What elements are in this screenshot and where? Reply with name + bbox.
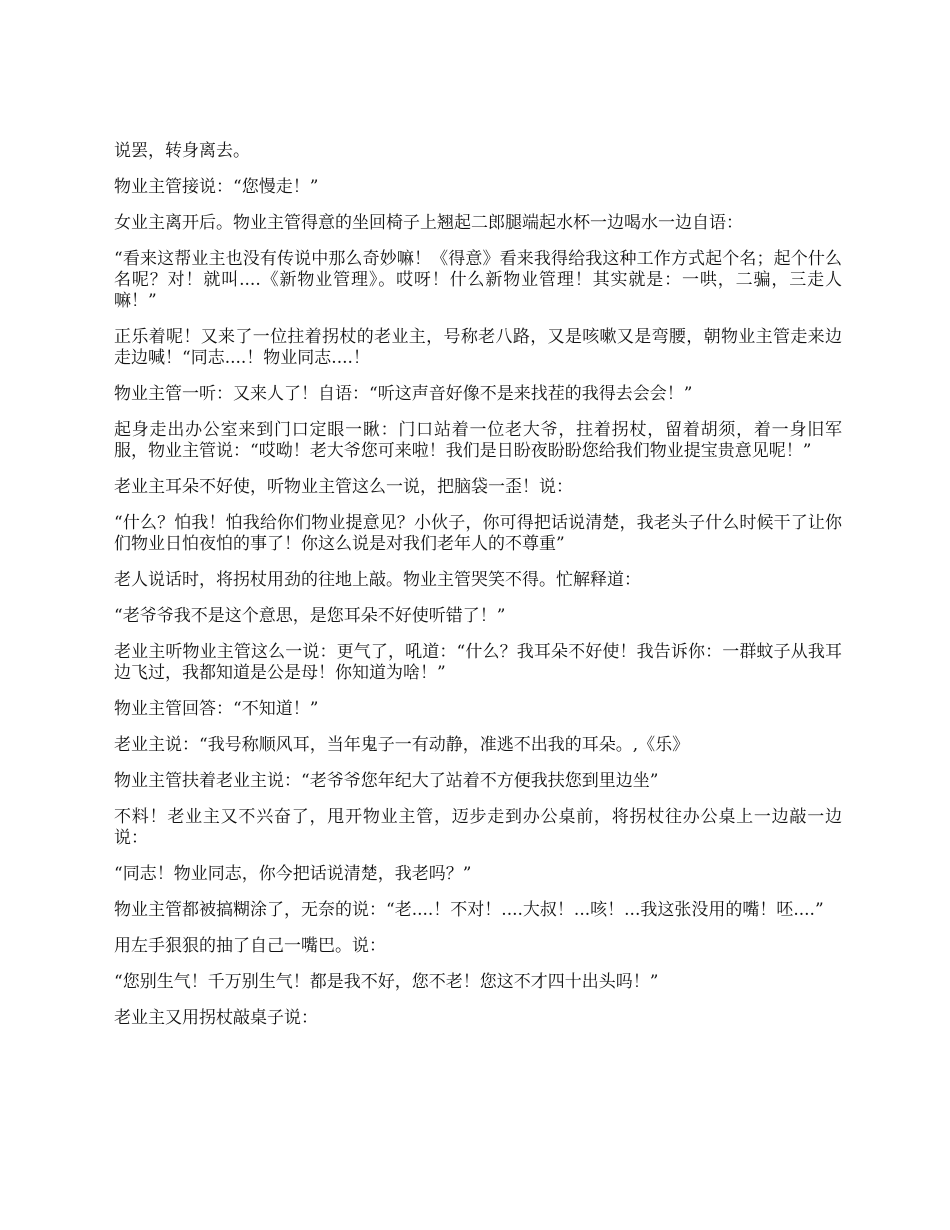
paragraph: 用左手狠狠的抽了自己一嘴巴。说： [114, 936, 386, 956]
paragraph: “您别生气！千万别生气！都是我不好，您不老！您这不才四十出头吗！” [114, 972, 659, 992]
paragraph: 不料！老业主又不兴奋了，甩开物业主管，迈步走到办公桌前，将拐杖往办公桌上一边敲一边说： [114, 807, 842, 848]
paragraph: 正乐着呢！又来了一位拄着拐杖的老业主，号称老八路，又是咳嗽又是弯腰，朝物业主管走来边走边喊！“同志....！物业同志....！ [114, 327, 842, 368]
paragraph: “同志！物业同志，你今把话说清楚，我老吗？” [114, 864, 472, 884]
paragraph: 物业主管扶着老业主说：“老爷爷您年纪大了站着不方便我扶您到里边坐” [114, 771, 659, 791]
paragraph: 老业主又用拐杖敲桌子说： [114, 1008, 318, 1028]
paragraph: 老人说话时，将拐杖用劲的往地上敲。物业主管哭笑不得。忙解释道： [114, 570, 641, 590]
paragraph: 物业主管接说：“您慢走！” [114, 177, 319, 197]
paragraph: 起身走出办公室来到门口定眼一瞅：门口站着一位老大爷，拄着拐杖，留着胡须，着一身旧军服，物业主管说：“哎呦！老大爷您可来啦！我们是日盼夜盼盼您给我们物业提宝贵意见呢！” [114, 420, 842, 461]
paragraph: 说罢，转身离去。 [114, 141, 250, 161]
paragraph: 老业主说：“我号称顺风耳，当年鬼子一有动静，准逃不出我的耳朵。,《乐》 [114, 735, 690, 755]
paragraph: “什么？怕我！怕我给你们物业提意见？小伙子，你可得把话说清楚，我老头子什么时候干了让你们物业日怕夜怕的事了！你这么说是对我们老年人的不尊重” [114, 513, 842, 554]
paragraph: “老爷爷我不是这个意思，是您耳朵不好使听错了！” [114, 606, 506, 626]
document-page [114, 141, 842, 1044]
paragraph: 物业主管一听：又来人了！自语：“听这声音好像不是来找茬的我得去会会！” [114, 384, 693, 404]
paragraph: “看来这帮业主也没有传说中那么奇妙嘛！《得意》看来我得给我这种工作方式起个名；起个什么名呢？对！就叫....《新物业管理》。哎呀！什么新物业管理！其实就是：一哄，二骗，三走人嘛！” [114, 249, 842, 311]
paragraph: 老业主听物业主管这么一说：更气了，吼道：“什么？我耳朵不好使！我告诉你：一群蚊子从我耳边飞过，我都知道是公是母！你知道为啥！” [114, 642, 842, 683]
paragraph: 老业主耳朵不好使，听物业主管这么一说，把脑袋一歪！说： [114, 477, 573, 497]
paragraph: 女业主离开后。物业主管得意的坐回椅子上翘起二郎腿端起水杯一边喝水一边自语： [114, 213, 743, 233]
paragraph: 物业主管都被搞糊涂了，无奈的说：“老....！不对！....大叔！...咳！...我这张没用的嘴！呸....” [114, 900, 824, 920]
paragraph: 物业主管回答：“不知道！” [114, 699, 319, 719]
